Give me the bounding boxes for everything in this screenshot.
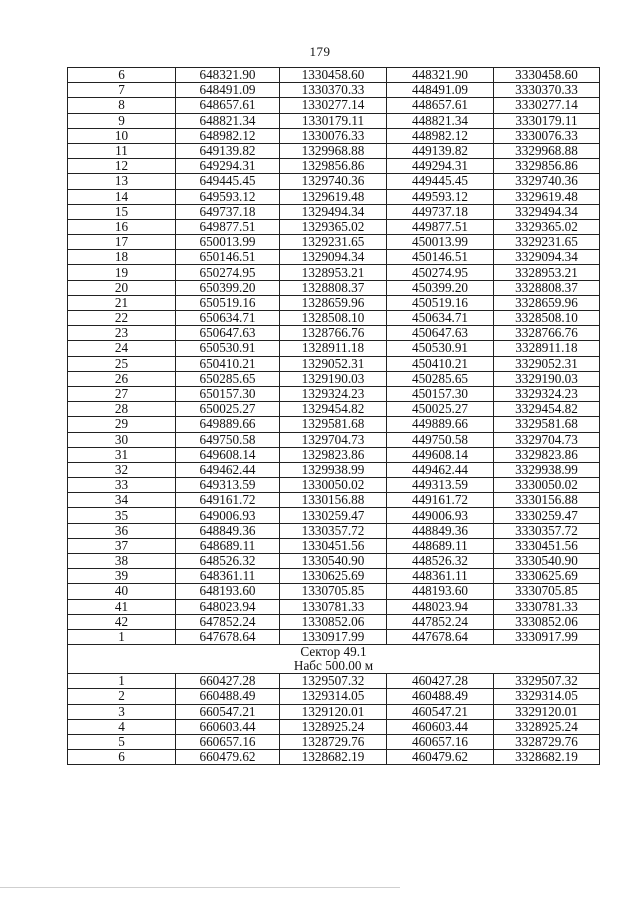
x-coordinate-cell: 648821.34 xyxy=(176,113,280,128)
x-coordinate-cell: 660603.44 xyxy=(176,719,280,734)
point-number-cell: 34 xyxy=(68,493,176,508)
y-coordinate-cell: 1329365.02 xyxy=(280,219,387,234)
table-row xyxy=(68,83,600,98)
y-coordinate-cell: 1328925.24 xyxy=(280,719,387,734)
x-msk-coordinate-cell: 450519.16 xyxy=(387,295,494,310)
y-msk-coordinate-cell: 3330050.02 xyxy=(494,478,600,493)
x-coordinate-cell: 649593.12 xyxy=(176,189,280,204)
point-number-cell: 21 xyxy=(68,295,176,310)
point-number-cell: 29 xyxy=(68,417,176,432)
y-msk-coordinate-cell: 3329231.65 xyxy=(494,235,600,250)
x-msk-coordinate-cell: 448657.61 xyxy=(387,98,494,113)
table-row xyxy=(68,128,600,143)
x-msk-coordinate-cell: 460488.49 xyxy=(387,689,494,704)
y-msk-coordinate-cell: 3329740.36 xyxy=(494,174,600,189)
coordinates-table-top-body xyxy=(68,68,600,645)
point-number-cell: 42 xyxy=(68,614,176,629)
coordinates-table-bottom-body xyxy=(68,674,600,765)
y-coordinate-cell: 1330705.85 xyxy=(280,584,387,599)
y-msk-coordinate-cell: 3329823.86 xyxy=(494,447,600,462)
x-coordinate-cell: 648361.11 xyxy=(176,569,280,584)
y-msk-coordinate-cell: 3329314.05 xyxy=(494,689,600,704)
table-row xyxy=(68,750,600,765)
y-msk-coordinate-cell: 3329856.86 xyxy=(494,159,600,174)
x-msk-coordinate-cell: 449608.14 xyxy=(387,447,494,462)
y-coordinate-cell: 1329314.05 xyxy=(280,689,387,704)
table-row xyxy=(68,432,600,447)
x-msk-coordinate-cell: 460657.16 xyxy=(387,734,494,749)
x-coordinate-cell: 648689.11 xyxy=(176,538,280,553)
point-number-cell: 4 xyxy=(68,719,176,734)
y-coordinate-cell: 1330852.06 xyxy=(280,614,387,629)
coordinates-table xyxy=(67,67,600,765)
y-msk-coordinate-cell: 3329494.34 xyxy=(494,204,600,219)
x-msk-coordinate-cell: 449139.82 xyxy=(387,143,494,158)
x-msk-coordinate-cell: 450530.91 xyxy=(387,341,494,356)
y-coordinate-cell: 1330625.69 xyxy=(280,569,387,584)
table-row xyxy=(68,189,600,204)
x-msk-coordinate-cell: 460547.21 xyxy=(387,704,494,719)
x-coordinate-cell: 660488.49 xyxy=(176,689,280,704)
y-coordinate-cell: 1330277.14 xyxy=(280,98,387,113)
y-coordinate-cell: 1329823.86 xyxy=(280,447,387,462)
point-number-cell: 22 xyxy=(68,311,176,326)
y-msk-coordinate-cell: 3329324.23 xyxy=(494,386,600,401)
point-number-cell: 6 xyxy=(68,68,176,83)
x-coordinate-cell: 649006.93 xyxy=(176,508,280,523)
x-msk-coordinate-cell: 449593.12 xyxy=(387,189,494,204)
point-number-cell: 10 xyxy=(68,128,176,143)
x-msk-coordinate-cell: 450647.63 xyxy=(387,326,494,341)
table-row xyxy=(68,386,600,401)
y-coordinate-cell: 1330540.90 xyxy=(280,554,387,569)
x-coordinate-cell: 649889.66 xyxy=(176,417,280,432)
x-coordinate-cell: 650013.99 xyxy=(176,235,280,250)
table-row xyxy=(68,523,600,538)
x-coordinate-cell: 650634.71 xyxy=(176,311,280,326)
table-row xyxy=(68,219,600,234)
y-coordinate-cell: 1329052.31 xyxy=(280,356,387,371)
table-row xyxy=(68,159,600,174)
y-msk-coordinate-cell: 3330076.33 xyxy=(494,128,600,143)
scan-edge-rule xyxy=(0,887,400,888)
x-msk-coordinate-cell: 449006.93 xyxy=(387,508,494,523)
x-msk-coordinate-cell: 448821.34 xyxy=(387,113,494,128)
y-msk-coordinate-cell: 3329120.01 xyxy=(494,704,600,719)
x-msk-coordinate-cell: 450285.65 xyxy=(387,371,494,386)
y-msk-coordinate-cell: 3328659.96 xyxy=(494,295,600,310)
x-coordinate-cell: 648023.94 xyxy=(176,599,280,614)
y-msk-coordinate-cell: 3330156.88 xyxy=(494,493,600,508)
x-msk-coordinate-cell: 448321.90 xyxy=(387,68,494,83)
x-msk-coordinate-cell: 448361.11 xyxy=(387,569,494,584)
point-number-cell: 36 xyxy=(68,523,176,538)
table-row xyxy=(68,98,600,113)
point-number-cell: 13 xyxy=(68,174,176,189)
y-coordinate-cell: 1329740.36 xyxy=(280,174,387,189)
point-number-cell: 27 xyxy=(68,386,176,401)
x-coordinate-cell: 650157.30 xyxy=(176,386,280,401)
x-coordinate-cell: 660427.28 xyxy=(176,674,280,689)
point-number-cell: 9 xyxy=(68,113,176,128)
y-msk-coordinate-cell: 3330357.72 xyxy=(494,523,600,538)
point-number-cell: 20 xyxy=(68,280,176,295)
point-number-cell: 5 xyxy=(68,734,176,749)
y-msk-coordinate-cell: 3329968.88 xyxy=(494,143,600,158)
table-row xyxy=(68,614,600,629)
table-row xyxy=(68,538,600,553)
point-number-cell: 35 xyxy=(68,508,176,523)
y-msk-coordinate-cell: 3329507.32 xyxy=(494,674,600,689)
table-row xyxy=(68,493,600,508)
point-number-cell: 19 xyxy=(68,265,176,280)
x-msk-coordinate-cell: 449161.72 xyxy=(387,493,494,508)
point-number-cell: 25 xyxy=(68,356,176,371)
table-row xyxy=(68,508,600,523)
y-msk-coordinate-cell: 3329052.31 xyxy=(494,356,600,371)
x-msk-coordinate-cell: 448849.36 xyxy=(387,523,494,538)
point-number-cell: 2 xyxy=(68,689,176,704)
table-row xyxy=(68,599,600,614)
x-msk-coordinate-cell: 450025.27 xyxy=(387,402,494,417)
y-msk-coordinate-cell: 3328925.24 xyxy=(494,719,600,734)
y-coordinate-cell: 1329856.86 xyxy=(280,159,387,174)
table-row xyxy=(68,143,600,158)
y-coordinate-cell: 1329619.48 xyxy=(280,189,387,204)
y-coordinate-cell: 1330781.33 xyxy=(280,599,387,614)
y-coordinate-cell: 1330451.56 xyxy=(280,538,387,553)
x-coordinate-cell: 647678.64 xyxy=(176,629,280,644)
sector-header-body xyxy=(68,645,600,674)
point-number-cell: 37 xyxy=(68,538,176,553)
x-msk-coordinate-cell: 450274.95 xyxy=(387,265,494,280)
table-row xyxy=(68,719,600,734)
y-coordinate-cell: 1329120.01 xyxy=(280,704,387,719)
x-coordinate-cell: 647852.24 xyxy=(176,614,280,629)
y-coordinate-cell: 1330076.33 xyxy=(280,128,387,143)
table-row xyxy=(68,295,600,310)
point-number-cell: 33 xyxy=(68,478,176,493)
point-number-cell: 24 xyxy=(68,341,176,356)
y-msk-coordinate-cell: 3330370.33 xyxy=(494,83,600,98)
table-row xyxy=(68,68,600,83)
point-number-cell: 23 xyxy=(68,326,176,341)
x-coordinate-cell: 648657.61 xyxy=(176,98,280,113)
y-coordinate-cell: 1329507.32 xyxy=(280,674,387,689)
y-msk-coordinate-cell: 3329365.02 xyxy=(494,219,600,234)
point-number-cell: 39 xyxy=(68,569,176,584)
y-coordinate-cell: 1329454.82 xyxy=(280,402,387,417)
table-row xyxy=(68,584,600,599)
y-coordinate-cell: 1330357.72 xyxy=(280,523,387,538)
y-msk-coordinate-cell: 3329190.03 xyxy=(494,371,600,386)
x-coordinate-cell: 650146.51 xyxy=(176,250,280,265)
y-msk-coordinate-cell: 3328682.19 xyxy=(494,750,600,765)
x-coordinate-cell: 648849.36 xyxy=(176,523,280,538)
point-number-cell: 40 xyxy=(68,584,176,599)
x-msk-coordinate-cell: 448689.11 xyxy=(387,538,494,553)
x-msk-coordinate-cell: 449462.44 xyxy=(387,462,494,477)
x-msk-coordinate-cell: 460603.44 xyxy=(387,719,494,734)
y-msk-coordinate-cell: 3330259.47 xyxy=(494,508,600,523)
y-msk-coordinate-cell: 3329619.48 xyxy=(494,189,600,204)
table-row xyxy=(68,174,600,189)
y-msk-coordinate-cell: 3329094.34 xyxy=(494,250,600,265)
point-number-cell: 3 xyxy=(68,704,176,719)
y-msk-coordinate-cell: 3328508.10 xyxy=(494,311,600,326)
y-coordinate-cell: 1330179.11 xyxy=(280,113,387,128)
x-coordinate-cell: 649608.14 xyxy=(176,447,280,462)
point-number-cell: 17 xyxy=(68,235,176,250)
table-row xyxy=(68,356,600,371)
table-row xyxy=(68,113,600,128)
y-coordinate-cell: 1329581.68 xyxy=(280,417,387,432)
y-coordinate-cell: 1329094.34 xyxy=(280,250,387,265)
table-row xyxy=(68,447,600,462)
y-coordinate-cell: 1330259.47 xyxy=(280,508,387,523)
y-msk-coordinate-cell: 3328729.76 xyxy=(494,734,600,749)
y-msk-coordinate-cell: 3330277.14 xyxy=(494,98,600,113)
point-number-cell: 1 xyxy=(68,674,176,689)
y-coordinate-cell: 1330458.60 xyxy=(280,68,387,83)
x-msk-coordinate-cell: 460479.62 xyxy=(387,750,494,765)
point-number-cell: 1 xyxy=(68,629,176,644)
x-coordinate-cell: 650399.20 xyxy=(176,280,280,295)
y-msk-coordinate-cell: 3329581.68 xyxy=(494,417,600,432)
x-coordinate-cell: 649313.59 xyxy=(176,478,280,493)
y-msk-coordinate-cell: 3328808.37 xyxy=(494,280,600,295)
y-coordinate-cell: 1330917.99 xyxy=(280,629,387,644)
y-coordinate-cell: 1328808.37 xyxy=(280,280,387,295)
x-msk-coordinate-cell: 448982.12 xyxy=(387,128,494,143)
point-number-cell: 14 xyxy=(68,189,176,204)
x-coordinate-cell: 660657.16 xyxy=(176,734,280,749)
x-coordinate-cell: 650410.21 xyxy=(176,356,280,371)
page-number: 179 xyxy=(309,44,331,59)
y-msk-coordinate-cell: 3330781.33 xyxy=(494,599,600,614)
x-msk-coordinate-cell: 450410.21 xyxy=(387,356,494,371)
x-coordinate-cell: 649877.51 xyxy=(176,219,280,234)
y-msk-coordinate-cell: 3330458.60 xyxy=(494,68,600,83)
y-coordinate-cell: 1328766.76 xyxy=(280,326,387,341)
point-number-cell: 12 xyxy=(68,159,176,174)
y-msk-coordinate-cell: 3328953.21 xyxy=(494,265,600,280)
x-msk-coordinate-cell: 460427.28 xyxy=(387,674,494,689)
x-coordinate-cell: 650530.91 xyxy=(176,341,280,356)
table-row xyxy=(68,674,600,689)
point-number-cell: 11 xyxy=(68,143,176,158)
point-number-cell: 38 xyxy=(68,554,176,569)
y-msk-coordinate-cell: 3330179.11 xyxy=(494,113,600,128)
x-msk-coordinate-cell: 449750.58 xyxy=(387,432,494,447)
point-number-cell: 32 xyxy=(68,462,176,477)
table-row xyxy=(68,569,600,584)
x-msk-coordinate-cell: 449445.45 xyxy=(387,174,494,189)
x-coordinate-cell: 660479.62 xyxy=(176,750,280,765)
y-coordinate-cell: 1328508.10 xyxy=(280,311,387,326)
point-number-cell: 15 xyxy=(68,204,176,219)
y-msk-coordinate-cell: 3328766.76 xyxy=(494,326,600,341)
x-coordinate-cell: 649750.58 xyxy=(176,432,280,447)
y-msk-coordinate-cell: 3329704.73 xyxy=(494,432,600,447)
y-coordinate-cell: 1329190.03 xyxy=(280,371,387,386)
y-coordinate-cell: 1330370.33 xyxy=(280,83,387,98)
table-row xyxy=(68,704,600,719)
x-coordinate-cell: 650647.63 xyxy=(176,326,280,341)
point-number-cell: 31 xyxy=(68,447,176,462)
point-number-cell: 6 xyxy=(68,750,176,765)
table-row xyxy=(68,371,600,386)
sector-header-row xyxy=(68,645,600,674)
table-row xyxy=(68,341,600,356)
y-coordinate-cell: 1328729.76 xyxy=(280,734,387,749)
y-coordinate-cell: 1330156.88 xyxy=(280,493,387,508)
x-msk-coordinate-cell: 449737.18 xyxy=(387,204,494,219)
x-msk-coordinate-cell: 450157.30 xyxy=(387,386,494,401)
x-coordinate-cell: 650519.16 xyxy=(176,295,280,310)
point-number-cell: 30 xyxy=(68,432,176,447)
table-row xyxy=(68,689,600,704)
x-coordinate-cell: 649294.31 xyxy=(176,159,280,174)
x-msk-coordinate-cell: 449889.66 xyxy=(387,417,494,432)
table-row xyxy=(68,204,600,219)
table-row xyxy=(68,265,600,280)
point-number-cell: 26 xyxy=(68,371,176,386)
y-msk-coordinate-cell: 3329938.99 xyxy=(494,462,600,477)
x-msk-coordinate-cell: 448193.60 xyxy=(387,584,494,599)
y-coordinate-cell: 1329938.99 xyxy=(280,462,387,477)
x-msk-coordinate-cell: 448491.09 xyxy=(387,83,494,98)
y-coordinate-cell: 1328682.19 xyxy=(280,750,387,765)
y-msk-coordinate-cell: 3330625.69 xyxy=(494,569,600,584)
y-coordinate-cell: 1329494.34 xyxy=(280,204,387,219)
table-row xyxy=(68,734,600,749)
y-msk-coordinate-cell: 3330540.90 xyxy=(494,554,600,569)
sector-subtitle: Набс 500.00 м xyxy=(293,658,374,674)
point-number-cell: 16 xyxy=(68,219,176,234)
y-coordinate-cell: 1328659.96 xyxy=(280,295,387,310)
x-coordinate-cell: 648526.32 xyxy=(176,554,280,569)
x-msk-coordinate-cell: 449877.51 xyxy=(387,219,494,234)
x-coordinate-cell: 650025.27 xyxy=(176,402,280,417)
point-number-cell: 8 xyxy=(68,98,176,113)
table-row xyxy=(68,280,600,295)
y-coordinate-cell: 1330050.02 xyxy=(280,478,387,493)
table-row xyxy=(68,554,600,569)
x-coordinate-cell: 649462.44 xyxy=(176,462,280,477)
x-msk-coordinate-cell: 448023.94 xyxy=(387,599,494,614)
x-msk-coordinate-cell: 447678.64 xyxy=(387,629,494,644)
table-row xyxy=(68,417,600,432)
point-number-cell: 18 xyxy=(68,250,176,265)
y-coordinate-cell: 1329704.73 xyxy=(280,432,387,447)
x-coordinate-cell: 648491.09 xyxy=(176,83,280,98)
x-msk-coordinate-cell: 450634.71 xyxy=(387,311,494,326)
x-coordinate-cell: 648193.60 xyxy=(176,584,280,599)
y-coordinate-cell: 1329231.65 xyxy=(280,235,387,250)
x-msk-coordinate-cell: 448526.32 xyxy=(387,554,494,569)
x-coordinate-cell: 649737.18 xyxy=(176,204,280,219)
x-msk-coordinate-cell: 450013.99 xyxy=(387,235,494,250)
y-coordinate-cell: 1329968.88 xyxy=(280,143,387,158)
table-row xyxy=(68,402,600,417)
table-row xyxy=(68,326,600,341)
y-coordinate-cell: 1328911.18 xyxy=(280,341,387,356)
x-msk-coordinate-cell: 449313.59 xyxy=(387,478,494,493)
x-coordinate-cell: 649139.82 xyxy=(176,143,280,158)
table-row xyxy=(68,311,600,326)
y-coordinate-cell: 1329324.23 xyxy=(280,386,387,401)
point-number-cell: 41 xyxy=(68,599,176,614)
y-msk-coordinate-cell: 3330705.85 xyxy=(494,584,600,599)
sector-title: Сектор 49.1 xyxy=(300,644,367,660)
y-msk-coordinate-cell: 3330852.06 xyxy=(494,614,600,629)
x-msk-coordinate-cell: 447852.24 xyxy=(387,614,494,629)
table-row xyxy=(68,235,600,250)
y-msk-coordinate-cell: 3330917.99 xyxy=(494,629,600,644)
x-coordinate-cell: 649445.45 xyxy=(176,174,280,189)
x-coordinate-cell: 650274.95 xyxy=(176,265,280,280)
x-msk-coordinate-cell: 449294.31 xyxy=(387,159,494,174)
x-coordinate-cell: 650285.65 xyxy=(176,371,280,386)
x-coordinate-cell: 649161.72 xyxy=(176,493,280,508)
x-coordinate-cell: 660547.21 xyxy=(176,704,280,719)
x-msk-coordinate-cell: 450146.51 xyxy=(387,250,494,265)
table-row xyxy=(68,629,600,644)
point-number-cell: 7 xyxy=(68,83,176,98)
y-coordinate-cell: 1328953.21 xyxy=(280,265,387,280)
table-row xyxy=(68,478,600,493)
table-row xyxy=(68,250,600,265)
point-number-cell: 28 xyxy=(68,402,176,417)
table-row xyxy=(68,462,600,477)
x-coordinate-cell: 648321.90 xyxy=(176,68,280,83)
x-msk-coordinate-cell: 450399.20 xyxy=(387,280,494,295)
y-msk-coordinate-cell: 3330451.56 xyxy=(494,538,600,553)
y-msk-coordinate-cell: 3329454.82 xyxy=(494,402,600,417)
x-coordinate-cell: 648982.12 xyxy=(176,128,280,143)
sector-header-cell xyxy=(68,645,600,674)
y-msk-coordinate-cell: 3328911.18 xyxy=(494,341,600,356)
